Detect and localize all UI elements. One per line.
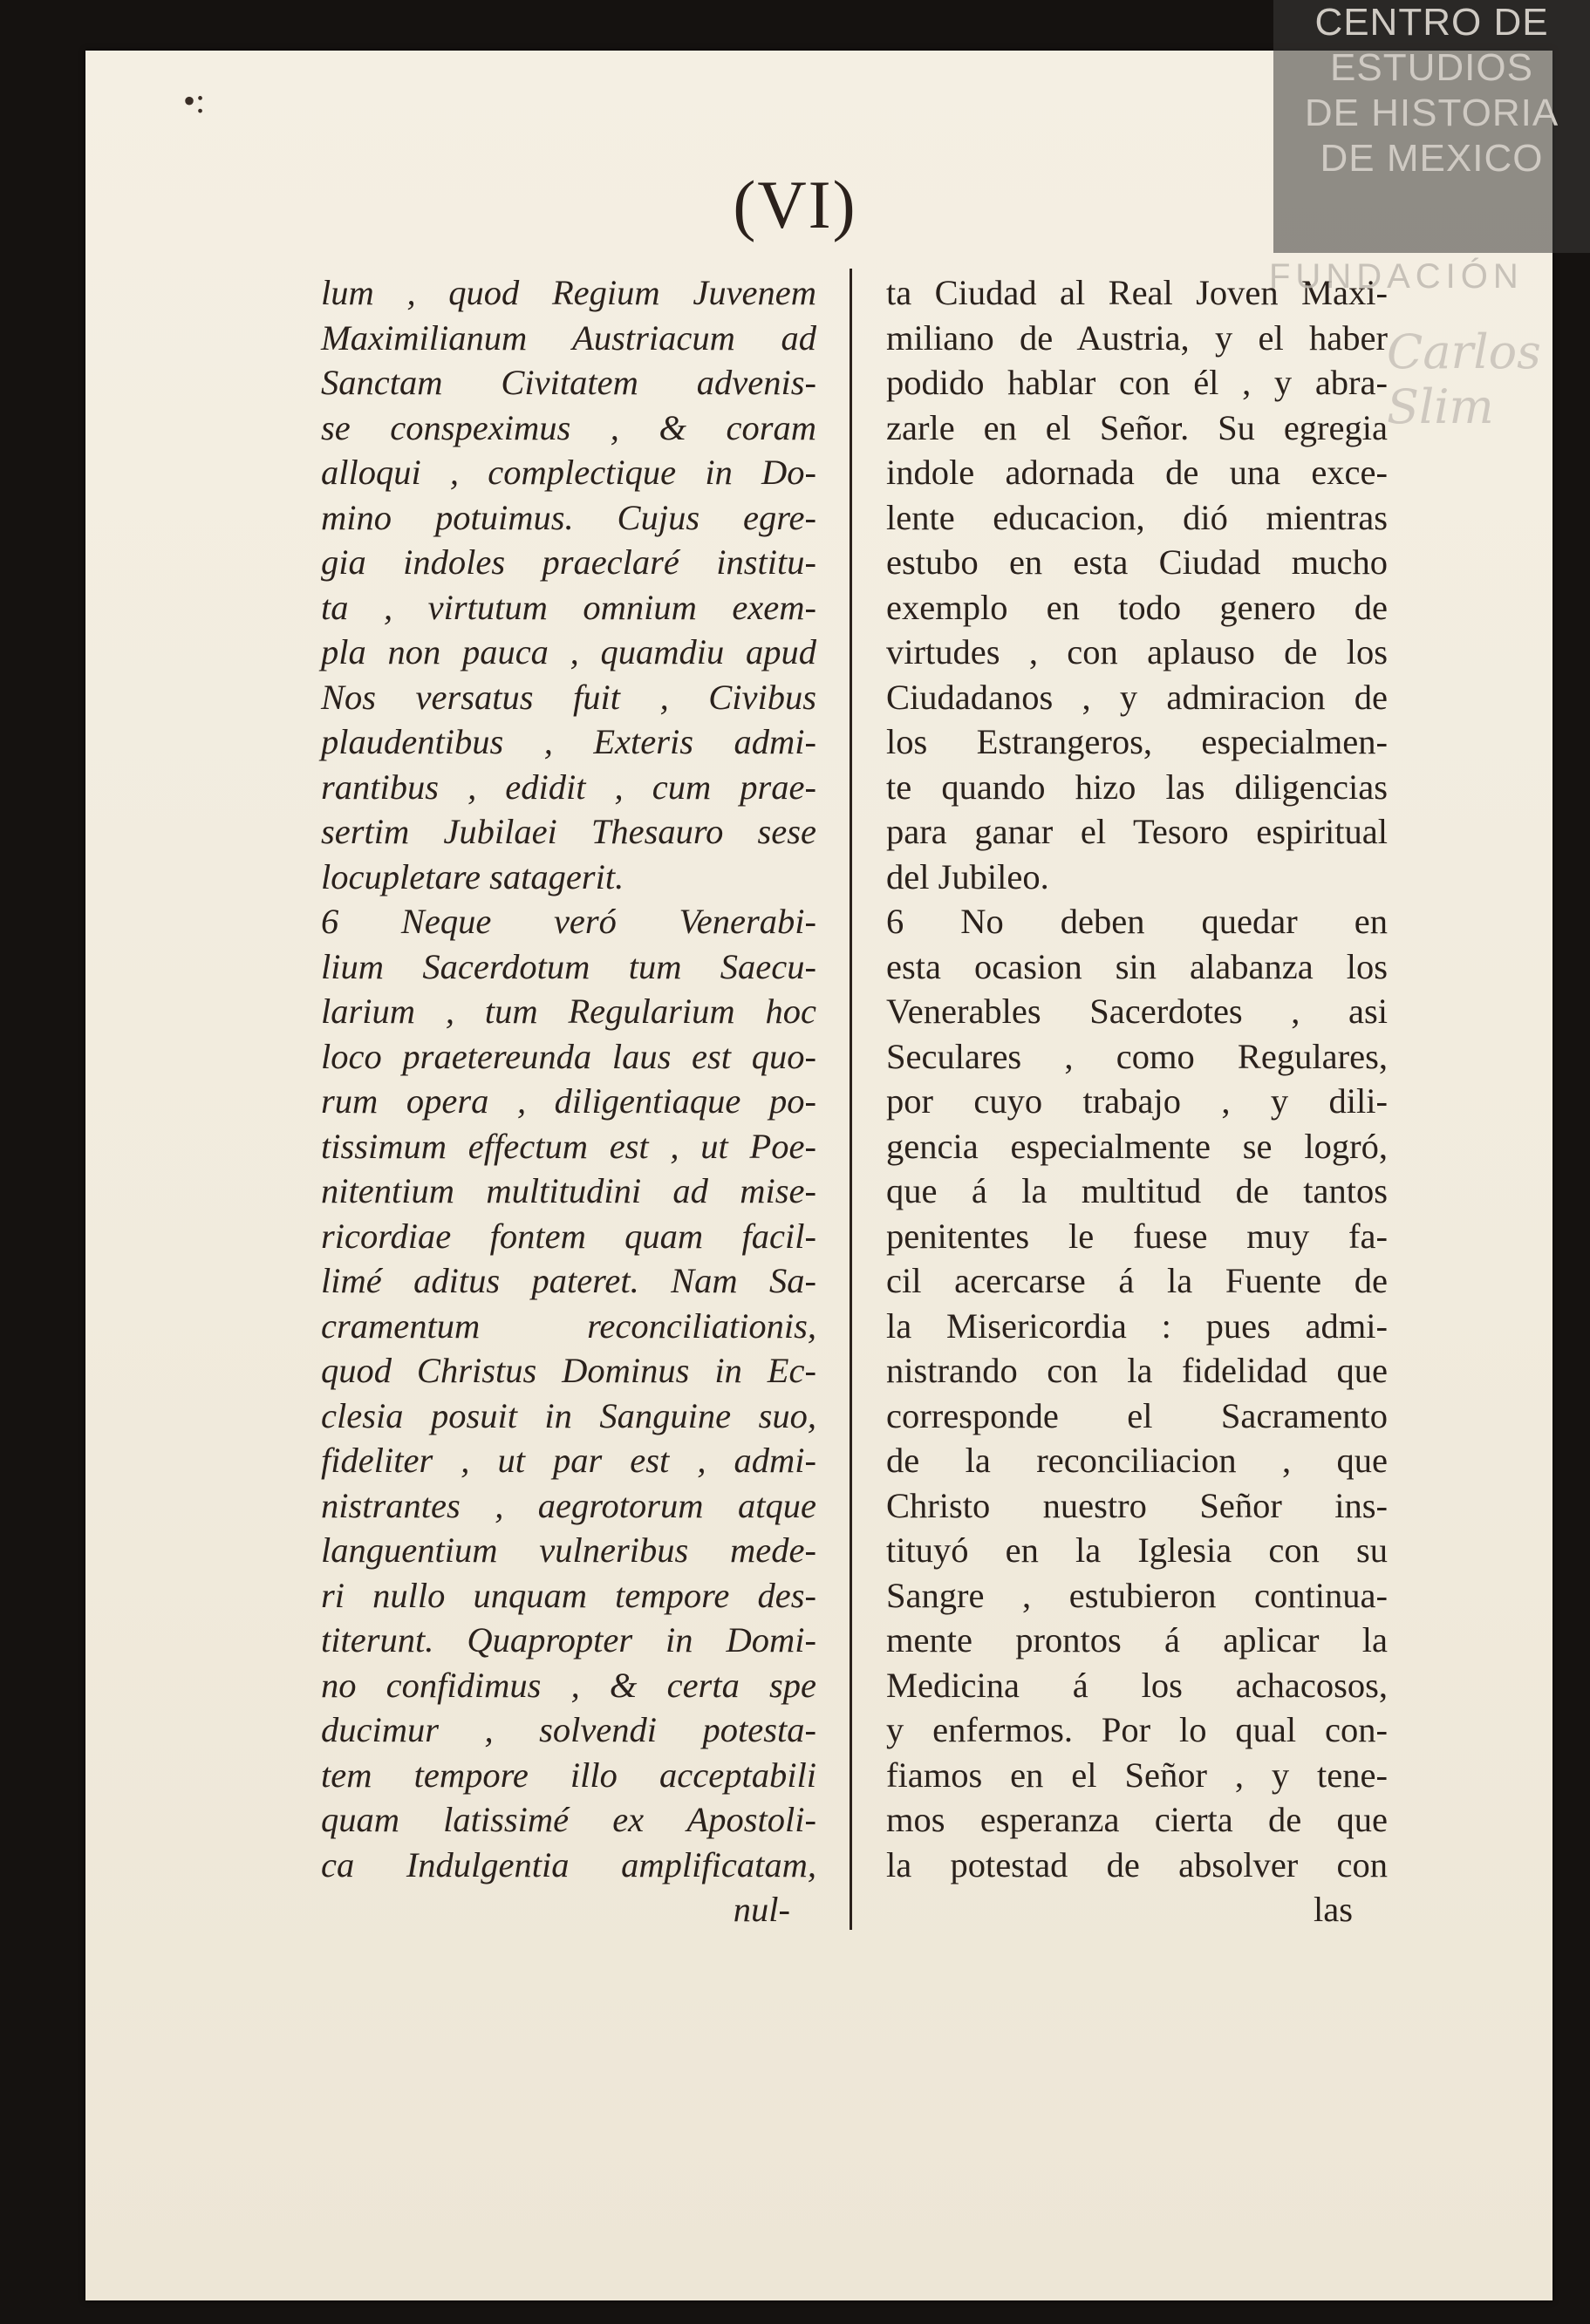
text-line: de la reconciliacion , que xyxy=(886,1441,1388,1480)
text-line: pla non pauca , quamdiu apud xyxy=(321,632,816,671)
text-line: gencia especialmente se logró, xyxy=(886,1126,1388,1166)
text-line: nitentium multitudini ad mise- xyxy=(321,1171,816,1210)
text-line: podido hablar con él , y abra- xyxy=(886,363,1388,402)
text-line: 6 No deben quedar en xyxy=(886,902,1388,941)
text-line: Nos versatus fuit , Civibus xyxy=(321,677,816,717)
text-line: se conspeximus , & coram xyxy=(321,407,816,447)
text-line: languentium vulneribus mede- xyxy=(321,1530,816,1570)
printer-mark: •: xyxy=(183,81,206,120)
text-line: penitentes le fuese muy fa- xyxy=(886,1216,1388,1256)
text-line: fideliter , ut par est , admi- xyxy=(321,1441,816,1480)
text-line: limé aditus pateret. Nam Sa- xyxy=(321,1261,816,1300)
watermark-line: ESTUDIOS xyxy=(1330,46,1533,89)
text-line: te quando hizo las diligencias xyxy=(886,767,1388,807)
text-line: nistrando con la fidelidad que xyxy=(886,1351,1388,1390)
text-line: mente prontos á aplicar la xyxy=(886,1620,1388,1660)
text-line: del Jubileo. xyxy=(886,856,1049,896)
text-line: tem tempore illo acceptabili xyxy=(321,1755,816,1795)
text-line: los Estrangeros, especialmen- xyxy=(886,722,1388,761)
text-line: la Misericordia : pues admi- xyxy=(886,1305,1388,1346)
text-line: Venerables Sacerdotes , asi xyxy=(886,992,1388,1031)
archive-watermark xyxy=(1273,0,1590,253)
text-line: quod Christus Dominus in Ec- xyxy=(321,1351,816,1390)
watermark-foundation: FUNDACIÓN xyxy=(1269,257,1524,296)
text-line: indole adornada de una exce- xyxy=(886,453,1388,492)
spanish-text-column xyxy=(886,270,1388,1932)
text-line: la potestad de absolver con xyxy=(886,1844,1388,1884)
column-divider xyxy=(850,269,852,1930)
text-line: ricordiae fontem quam facil- xyxy=(321,1216,816,1256)
text-line: para ganar el Tesoro espiritual xyxy=(886,812,1388,851)
text-line: exemplo en todo genero de xyxy=(886,587,1388,627)
text-line: clesia posuit in Sanguine suo, xyxy=(321,1395,816,1435)
text-line: zarle en el Señor. Su egregia xyxy=(886,407,1388,447)
text-line: gia indoles praeclaré institu- xyxy=(321,542,816,582)
text-line: ducimur , solvendi potesta- xyxy=(321,1710,816,1749)
text-line: quam latissimé ex Apostoli- xyxy=(321,1800,816,1839)
text-line: tituyó en la Iglesia con su xyxy=(886,1530,1388,1570)
text-line: rum opera , diligentiaque po- xyxy=(321,1081,816,1121)
text-line: que á la multitud de tantos xyxy=(886,1171,1388,1210)
text-line: ta , virtutum omnium exem- xyxy=(321,587,816,627)
text-line: estubo en esta Ciudad mucho xyxy=(886,542,1388,582)
text-line: ca Indulgentia amplificatam, xyxy=(321,1844,816,1884)
text-line: no confidimus , & certa spe xyxy=(321,1665,816,1705)
text-line: esta ocasion sin alabanza los xyxy=(886,946,1388,986)
text-line: cil acercarse á la Fuente de xyxy=(886,1261,1388,1300)
text-line: mos esperanza cierta de que xyxy=(886,1800,1388,1839)
text-line: Seculares , como Regulares, xyxy=(886,1036,1388,1076)
text-line: loco praetereunda laus est quo- xyxy=(321,1036,816,1076)
text-line: Sanctam Civitatem advenis- xyxy=(321,363,816,402)
text-line: plaudentibus , Exteris admi- xyxy=(321,722,816,761)
page-number-header: (VI) xyxy=(733,167,857,242)
text-line: lium Sacerdotum tum Saecu- xyxy=(321,946,816,986)
watermark-line: DE MEXICO xyxy=(1320,137,1544,180)
text-line: por cuyo trabajo , y dili- xyxy=(886,1081,1388,1121)
text-line: Maximilianum Austriacum ad xyxy=(321,317,816,358)
text-line: y enfermos. Por lo qual con- xyxy=(886,1710,1388,1749)
text-line: lum , quod Regium Juvenem xyxy=(321,273,816,312)
watermark-line: CENTRO DE xyxy=(1314,1,1549,44)
catchword: las xyxy=(1314,1890,1353,1929)
text-line: rantibus , edidit , cum prae- xyxy=(321,767,816,807)
text-line: ri nullo unquam tempore des- xyxy=(321,1575,816,1615)
text-line: ta Ciudad al Real Joven Maxi- xyxy=(886,273,1388,312)
text-line: cramentum reconciliationis, xyxy=(321,1305,816,1346)
text-line: lente educacion, dió mientras xyxy=(886,497,1388,537)
latin-text-column xyxy=(321,270,816,1932)
text-line: titerunt. Quapropter in Domi- xyxy=(321,1620,816,1660)
text-line: larium , tum Regularium hoc xyxy=(321,992,816,1031)
text-line: Medicina á los achacosos, xyxy=(886,1665,1388,1705)
text-line: Sangre , estubieron continua- xyxy=(886,1575,1388,1615)
text-line: sertim Jubilaei Thesauro sese xyxy=(321,812,816,851)
text-line: Ciudadanos , y admiracion de xyxy=(886,677,1388,717)
text-line: tissimum effectum est , ut Poe- xyxy=(321,1126,816,1166)
text-line: Christo nuestro Señor ins- xyxy=(886,1485,1388,1525)
text-line: locupletare satagerit. xyxy=(321,856,624,896)
catchword: nul- xyxy=(733,1890,790,1929)
text-line: 6 Neque veró Venerabi- xyxy=(321,902,816,941)
watermark-line: DE HISTORIA xyxy=(1304,92,1559,134)
text-line: mino potuimus. Cujus egre- xyxy=(321,497,816,537)
text-line: corresponde el Sacramento xyxy=(886,1395,1388,1435)
text-line: fiamos en el Señor , y tene- xyxy=(886,1755,1388,1795)
text-line: virtudes , con aplauso de los xyxy=(886,632,1388,671)
text-line: miliano de Austria, y el haber xyxy=(886,317,1388,358)
watermark-signature: Carlos Slim xyxy=(1387,324,1541,434)
text-line: nistrantes , aegrotorum atque xyxy=(321,1485,816,1525)
text-line: alloqui , complectique in Do- xyxy=(321,453,816,492)
